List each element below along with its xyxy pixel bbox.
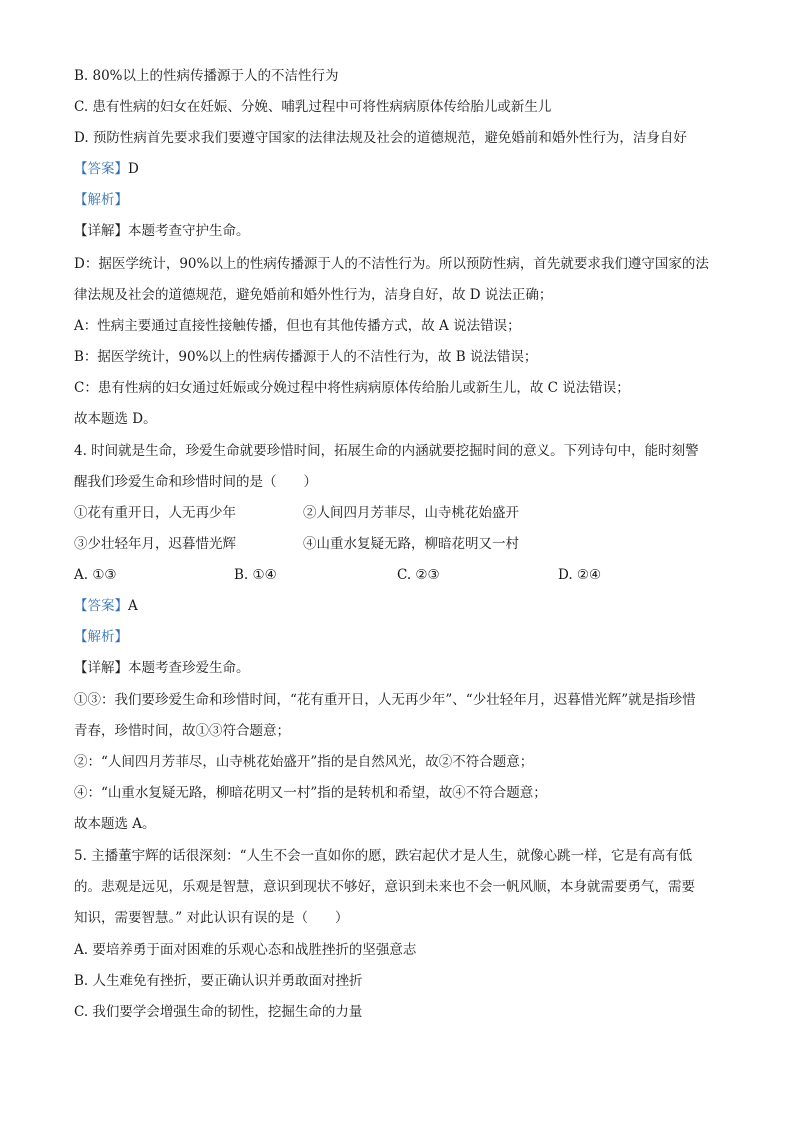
q4-stem-1: 4. 时间就是生命，珍爱生命就要珍惜时间，拓展生命的内涵就要挖掘时间的意义。下列诗句中，能时刻警: [74, 443, 699, 459]
q3-detail-line: [74, 221, 250, 241]
q3-option-c: C. 患有性病的妇女在妊娠、分娩、哺乳过程中可将性病病原体传给胎儿或新生儿: [74, 99, 552, 115]
q3-option-d: D. 预防性病首先要求我们要遵守国家的法律法规及社会的道德规范，避免婚前和婚外性行为，洁身自好: [74, 130, 687, 146]
q5-stem-1: 5. 主播董宇辉的话很深刻：“人生不会一直如你的愿，跌宕起伏才是人生，就像心跳一样，它是有高有低: [74, 848, 693, 864]
q4-detail-line: [74, 658, 250, 678]
q5-option-c: C. 我们要学会增强生命的韧性，挖掘生命的力量: [74, 1004, 363, 1020]
analysis-tag: 【解析】: [74, 629, 128, 645]
q4-analysis-tag: [74, 627, 128, 647]
answer-value: A: [128, 598, 138, 614]
detail-tag: 【详解】: [74, 223, 128, 239]
q4-option-a: A. ①③: [74, 567, 117, 583]
answer-value: D: [128, 161, 139, 177]
q3-explain-b: B：据医学统计，90%以上的性病传播源于人的不洁性行为，故 B 说法错误；: [74, 349, 538, 365]
q5-stem-3: 知识，需要智慧。” 对此认识有误的是（ ）: [74, 910, 349, 926]
q4-item-1: ①花有重开日，人无再少年: [74, 505, 236, 521]
analysis-tag: 【解析】: [74, 192, 128, 208]
q5-option-a: A. 要培养勇于面对困难的乐观心态和战胜挫折的坚强意志: [74, 942, 417, 958]
answer-tag: 【答案】: [74, 598, 128, 614]
q5-option-b: B. 人生难免有挫折，要正确认识并勇敢面对挫折: [74, 973, 363, 989]
q4-answer-line: [74, 596, 138, 616]
detail-tag: 【详解】: [74, 660, 128, 676]
q3-analysis-tag: [74, 190, 128, 210]
detail-text: 本题考查守护生命。: [128, 223, 250, 239]
q4-explain-3: ④：“山重水复疑无路，柳暗花明又一村”指的是转机和希望，故④不符合题意；: [74, 785, 547, 801]
q3-option-b: B. 80%以上的性病传播源于人的不洁性行为: [74, 68, 339, 84]
q4-option-b: B. ①④: [234, 567, 277, 583]
detail-text: 本题考查珍爱生命。: [128, 660, 250, 676]
q4-option-d: D. ②④: [558, 567, 602, 583]
q3-answer-line: [74, 159, 139, 179]
answer-tag: 【答案】: [74, 161, 128, 177]
q4-explain-1-line-1: ①③：我们要珍爱生命和珍惜时间，“花有重开日，人无再少年”、“少壮轻年月，迟暮惜光辉”就是指珍惜: [74, 692, 696, 708]
q4-item-3: ③少壮轻年月，迟暮惜光辉: [74, 536, 236, 552]
q4-explain-2: ②：“人间四月芳菲尽，山寺桃花始盛开”指的是自然风光，故②不符合题意；: [74, 754, 534, 770]
q3-conclusion: 故本题选 D。: [74, 411, 157, 427]
q4-option-c: C. ②③: [397, 567, 440, 583]
q3-explain-d-2: 律法规及社会的道德规范，避免婚前和婚外性行为，洁身自好，故 D 说法正确；: [74, 287, 553, 303]
q5-stem-2: 的。悲观是远见，乐观是智慧，意识到现状不够好，意识到未来也不会一帆风顺，本身就需要勇气，需要: [74, 879, 695, 895]
q3-explain-c: C：患有性病的妇女通过妊娠或分娩过程中将性病病原体传给胎儿或新生儿，故 C 说法错误；: [74, 380, 630, 396]
q4-stem-2: 醒我们珍爱生命和珍惜时间的是（ ）: [74, 474, 317, 490]
q3-explain-d-1: D：据医学统计，90%以上的性病传播源于人的不洁性行为。所以预防性病，首先就要求我们遵守国家的法: [74, 256, 709, 272]
q4-conclusion: 故本题选 A。: [74, 816, 156, 832]
q4-item-4: ④山重水复疑无路，柳暗花明又一村: [303, 536, 519, 552]
q3-explain-a: A：性病主要通过直接性接触传播，但也有其他传播方式，故 A 说法错误；: [74, 318, 521, 334]
q4-item-2: ②人间四月芳菲尽，山寺桃花始盛开: [303, 505, 519, 521]
q4-explain-1-line-2: 青春，珍惜时间，故①③符合题意；: [74, 723, 290, 739]
